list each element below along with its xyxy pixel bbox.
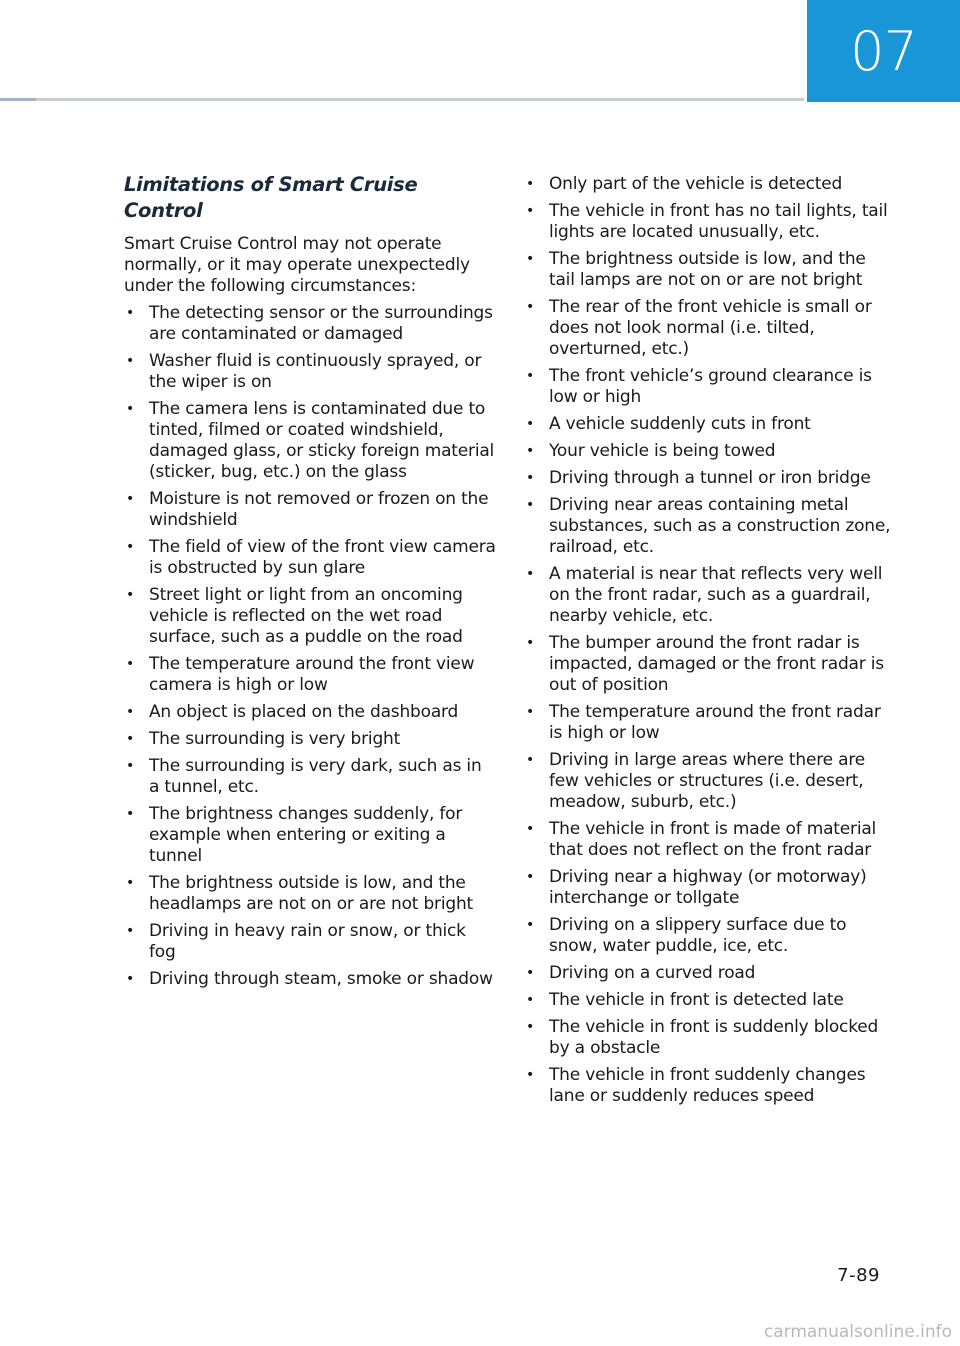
- bullet-icon: •: [526, 752, 535, 768]
- bullet-icon: •: [126, 971, 135, 987]
- bullet-icon: •: [526, 470, 535, 486]
- list-item: [524, 1065, 896, 1107]
- list-item: [524, 702, 896, 744]
- list-item-text: The surrounding is very bright: [149, 729, 401, 749]
- list-item-text: Only part of the vehicle is detected: [549, 174, 843, 194]
- bullet-icon: •: [526, 635, 535, 651]
- bullet-icon: •: [526, 299, 535, 315]
- list-item-text: Driving through a tunnel or iron bridge: [549, 468, 871, 488]
- bullet-icon: •: [526, 416, 535, 432]
- list-item-text: The temperature around the front radar is high or low: [549, 702, 881, 743]
- list-item: [124, 729, 496, 750]
- right-bullet-list: [524, 174, 896, 1107]
- list-item: [524, 564, 896, 627]
- list-item-text: Driving through steam, smoke or shadow: [149, 969, 493, 989]
- bullet-icon: •: [126, 806, 135, 822]
- bullet-icon: •: [526, 443, 535, 459]
- list-item-text: The vehicle in front is suddenly blocked by a obstacle: [549, 1017, 879, 1058]
- header-rule: [0, 98, 804, 101]
- list-item-text: The vehicle in front is made of material that does not reflect on the front radar: [549, 819, 877, 860]
- list-item-text: The bumper around the front radar is impacted, damaged or the front radar is out of position: [549, 633, 884, 695]
- list-item-text: The camera lens is contaminated due to tinted, filmed or coated windshield, damaged glass, or sticky foreign material (sticker, bug, etc.) on the glass: [149, 399, 495, 482]
- header-rule-accent: [0, 98, 36, 101]
- bullet-icon: •: [526, 566, 535, 582]
- list-item: [124, 921, 496, 963]
- intro-paragraph: Smart Cruise Control may not operate normally, or it may operate unexpectedly under the following circumstances:: [124, 234, 470, 296]
- list-item: [524, 867, 896, 909]
- bullet-icon: •: [126, 353, 135, 369]
- list-item: [524, 990, 896, 1011]
- bullet-icon: •: [526, 1019, 535, 1035]
- list-item-text: Driving in large areas where there are few vehicles or structures (i.e. desert, meadow, suburb, etc.): [549, 750, 865, 812]
- list-item: [524, 414, 896, 435]
- bullet-icon: •: [526, 176, 535, 192]
- list-item-text: Driving on a slippery surface due to snow, water puddle, ice, etc.: [549, 915, 847, 956]
- list-item: [124, 756, 496, 798]
- list-item: [124, 537, 496, 579]
- list-item-text: The surrounding is very dark, such as in a tunnel, etc.: [149, 756, 482, 797]
- list-item-text: The brightness changes suddenly, for example when entering or exiting a tunnel: [149, 804, 463, 866]
- left-bullet-list: [124, 303, 496, 990]
- bullet-icon: •: [126, 875, 135, 891]
- list-item-text: Moisture is not removed or frozen on the windshield: [149, 489, 489, 530]
- list-item-text: A vehicle suddenly cuts in front: [549, 414, 811, 434]
- list-item-text: Driving on a curved road: [549, 963, 756, 983]
- bullet-icon: •: [126, 401, 135, 417]
- list-item-text: Driving near areas containing metal substances, such as a construction zone, railroad, etc.: [549, 495, 891, 557]
- list-item: [524, 249, 896, 291]
- list-item-text: A material is near that reflects very well on the front radar, such as a guardrail, nearby vehicle, etc.: [549, 564, 883, 626]
- bullet-icon: •: [526, 821, 535, 837]
- list-item: [124, 399, 496, 483]
- list-item-text: The brightness outside is low, and the headlamps are not on or are not bright: [149, 873, 473, 914]
- bullet-icon: •: [526, 992, 535, 1008]
- list-item-text: The vehicle in front suddenly changes lane or suddenly reduces speed: [549, 1065, 866, 1106]
- list-item: [524, 297, 896, 360]
- list-item: [124, 702, 496, 723]
- list-item: [124, 873, 496, 915]
- bullet-icon: •: [526, 704, 535, 720]
- list-item: [524, 750, 896, 813]
- bullet-icon: •: [126, 656, 135, 672]
- page-number: 7-89: [837, 1265, 880, 1286]
- list-item: [524, 915, 896, 957]
- list-item-text: Driving near a highway (or motorway) interchange or tollgate: [549, 867, 867, 908]
- list-item-text: The brightness outside is low, and the tail lamps are not on or are not bright: [549, 249, 866, 290]
- bullet-icon: •: [126, 704, 135, 720]
- list-item: [524, 174, 896, 195]
- list-item: [524, 819, 896, 861]
- watermark[interactable]: carmanualsonline.info: [763, 1322, 952, 1342]
- list-item: [124, 585, 496, 648]
- left-column: [124, 172, 496, 996]
- list-item-text: The vehicle in front has no tail lights, tail lights are located unusually, etc.: [549, 201, 888, 242]
- list-item: [124, 654, 496, 696]
- list-item-text: Driving in heavy rain or snow, or thick fog: [149, 921, 466, 962]
- list-item-text: The field of view of the front view camera is obstructed by sun glare: [149, 537, 496, 578]
- list-item: [524, 366, 896, 408]
- list-item: [524, 441, 896, 462]
- list-item-text: Your vehicle is being towed: [549, 441, 776, 461]
- list-item-text: An object is placed on the dashboard: [149, 702, 459, 722]
- list-item-text: Street light or light from an oncoming vehicle is reflected on the wet road surface, such as a puddle on the road: [149, 585, 463, 647]
- list-item: [124, 351, 496, 393]
- list-item-text: The detecting sensor or the surroundings are contaminated or damaged: [149, 303, 493, 344]
- bullet-icon: •: [526, 869, 535, 885]
- bullet-icon: •: [526, 1067, 535, 1083]
- list-item-text: The front vehicle’s ground clearance is low or high: [549, 366, 872, 407]
- list-item: [124, 969, 496, 990]
- list-item: [524, 495, 896, 558]
- list-item-text: Washer fluid is continuously sprayed, or the wiper is on: [149, 351, 482, 392]
- list-item: [124, 489, 496, 531]
- bullet-icon: •: [526, 203, 535, 219]
- chapter-tab: 07: [807, 0, 960, 102]
- bullet-icon: •: [526, 965, 535, 981]
- bullet-icon: •: [126, 923, 135, 939]
- bullet-icon: •: [126, 539, 135, 555]
- list-item-text: The vehicle in front is detected late: [549, 990, 844, 1010]
- list-item: [524, 1017, 896, 1059]
- bullet-icon: •: [526, 917, 535, 933]
- right-column: [524, 174, 896, 1113]
- bullet-icon: •: [126, 491, 135, 507]
- list-item: [524, 963, 896, 984]
- list-item-text: The temperature around the front view camera is high or low: [149, 654, 475, 695]
- section-title: Limitations of Smart Cruise Control: [124, 173, 418, 222]
- list-item: [524, 633, 896, 696]
- bullet-icon: •: [126, 587, 135, 603]
- bullet-icon: •: [526, 497, 535, 513]
- list-item: [124, 804, 496, 867]
- bullet-icon: •: [126, 731, 135, 747]
- bullet-icon: •: [526, 251, 535, 267]
- list-item: [524, 201, 896, 243]
- list-item: [124, 303, 496, 345]
- list-item: [524, 468, 896, 489]
- bullet-icon: •: [526, 368, 535, 384]
- bullet-icon: •: [126, 758, 135, 774]
- bullet-icon: •: [126, 305, 135, 321]
- list-item-text: The rear of the front vehicle is small or does not look normal (i.e. tilted, overturned, etc.): [549, 297, 872, 359]
